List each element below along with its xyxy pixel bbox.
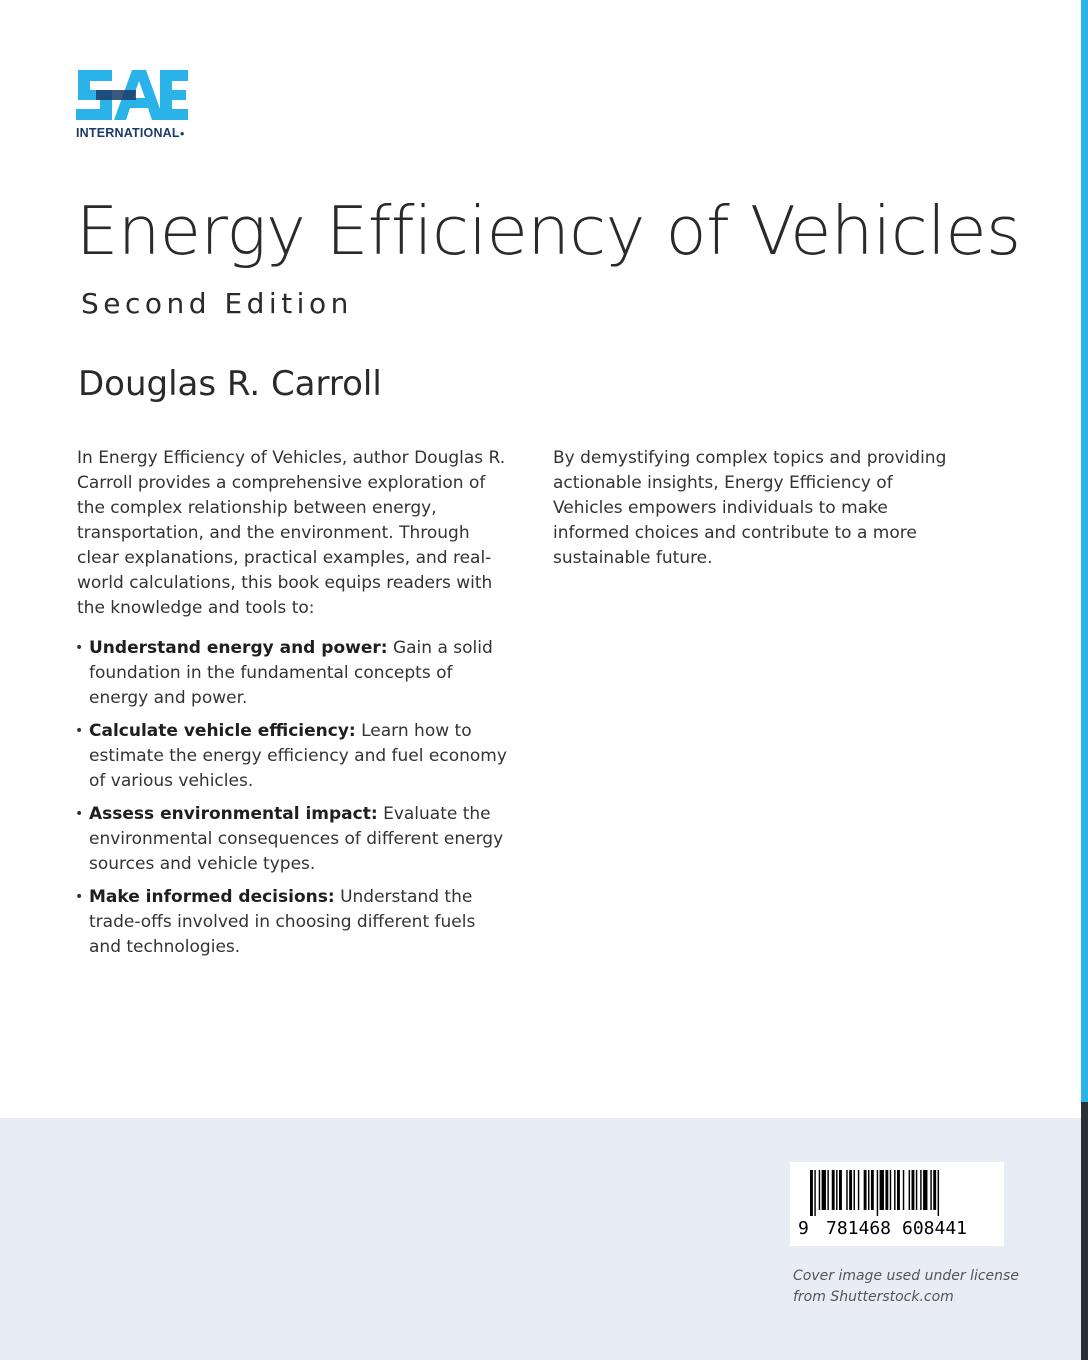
- barcode-bar: [923, 1170, 927, 1210]
- barcode-group-1: 781468: [826, 1218, 892, 1239]
- list-item: [77, 802, 507, 877]
- barcode-bar: [894, 1170, 895, 1210]
- barcode-bar: [903, 1170, 904, 1210]
- barcode-bar: [890, 1170, 891, 1210]
- barcode-bar: [814, 1170, 815, 1216]
- edge-stripe: [1081, 0, 1088, 1360]
- book-title: Energy Efficiency of Vehicles: [76, 192, 1021, 270]
- barcode-bar: [839, 1170, 842, 1210]
- list-item: [77, 636, 507, 711]
- barcode-bar: [810, 1170, 813, 1216]
- barcode-bar: [864, 1170, 867, 1210]
- bullet-heading: Calculate vehicle efficiency:: [89, 721, 356, 741]
- barcode-bar: [933, 1170, 936, 1210]
- barcode-bar: [916, 1170, 917, 1210]
- barcode-bar: [868, 1170, 869, 1210]
- barcode-bar: [836, 1170, 837, 1210]
- bullet-text: Gain a solid foundation in the fundamental concepts of energy and power.: [89, 638, 493, 708]
- barcode-bar: [930, 1170, 931, 1210]
- barcode-bar: [849, 1170, 852, 1210]
- edge-stripe-dark: [1081, 1102, 1088, 1360]
- sae-logo-mark: [76, 66, 200, 124]
- barcode-bar: [822, 1170, 826, 1210]
- isbn-barcode: [790, 1162, 1004, 1246]
- logo-subtext: INTERNATIONAL●: [76, 126, 185, 140]
- sae-logo: [76, 66, 200, 142]
- barcode-bar: [877, 1170, 878, 1216]
- bullet-text: Evaluate the environmental consequences of different energy sources and vehicle types.: [89, 804, 504, 874]
- barcode-bar: [909, 1170, 910, 1210]
- barcode-bar: [880, 1170, 884, 1210]
- bullet-text: Learn how to estimate the energy efficiency and fuel economy of various vehicles.: [89, 721, 507, 791]
- barcode-bar: [858, 1170, 859, 1210]
- barcode-bars: [810, 1170, 984, 1216]
- book-author: Douglas R. Carroll: [78, 364, 382, 404]
- bullet-heading: Make informed decisions:: [89, 887, 335, 907]
- credit-line-2: from Shutterstock.com: [793, 1289, 954, 1305]
- description-right-column: [553, 446, 953, 571]
- intro-paragraph: In Energy Efficiency of Vehicles, author Douglas R. Carroll provides a comprehensive exploration of the complex relationship between energy, transportation, and the environment. Through clear explanations, practical examples, and real-world calculations, this book equips readers with the knowledge and tools to:: [77, 448, 506, 618]
- barcode-bar: [854, 1170, 855, 1210]
- closing-paragraph: By demystifying complex topics and providing actionable insights, Energy Efficiency of Vehicles empowers individuals to make informed choices and contribute to a more sustainable future.: [553, 448, 947, 568]
- book-edition: Second Edition: [81, 287, 353, 320]
- barcode-bar: [920, 1170, 921, 1210]
- description-left-column: [77, 446, 507, 968]
- barcode-bar: [871, 1170, 874, 1210]
- barcode-bar: [846, 1170, 847, 1210]
- barcode-group-2: 608441: [902, 1218, 968, 1239]
- feature-list: [77, 636, 507, 960]
- list-item: [77, 885, 507, 960]
- image-credit: [793, 1266, 1019, 1308]
- barcode-bar: [912, 1170, 915, 1210]
- barcode-bar: [885, 1170, 888, 1210]
- credit-line-1: Cover image used under license: [793, 1268, 1019, 1284]
- barcode-bar: [832, 1170, 835, 1210]
- barcode-bar: [938, 1170, 939, 1216]
- barcode-bar: [897, 1170, 900, 1210]
- bullet-heading: Assess environmental impact:: [89, 804, 378, 824]
- bullet-heading: Understand energy and power:: [89, 638, 388, 658]
- bullet-text: Understand the trade-offs involved in choosing different fuels and technologies.: [89, 887, 476, 957]
- barcode-bar: [827, 1170, 828, 1210]
- barcode-first-digit: 9: [798, 1218, 809, 1239]
- list-item: [77, 719, 507, 794]
- barcode-bar: [819, 1170, 820, 1210]
